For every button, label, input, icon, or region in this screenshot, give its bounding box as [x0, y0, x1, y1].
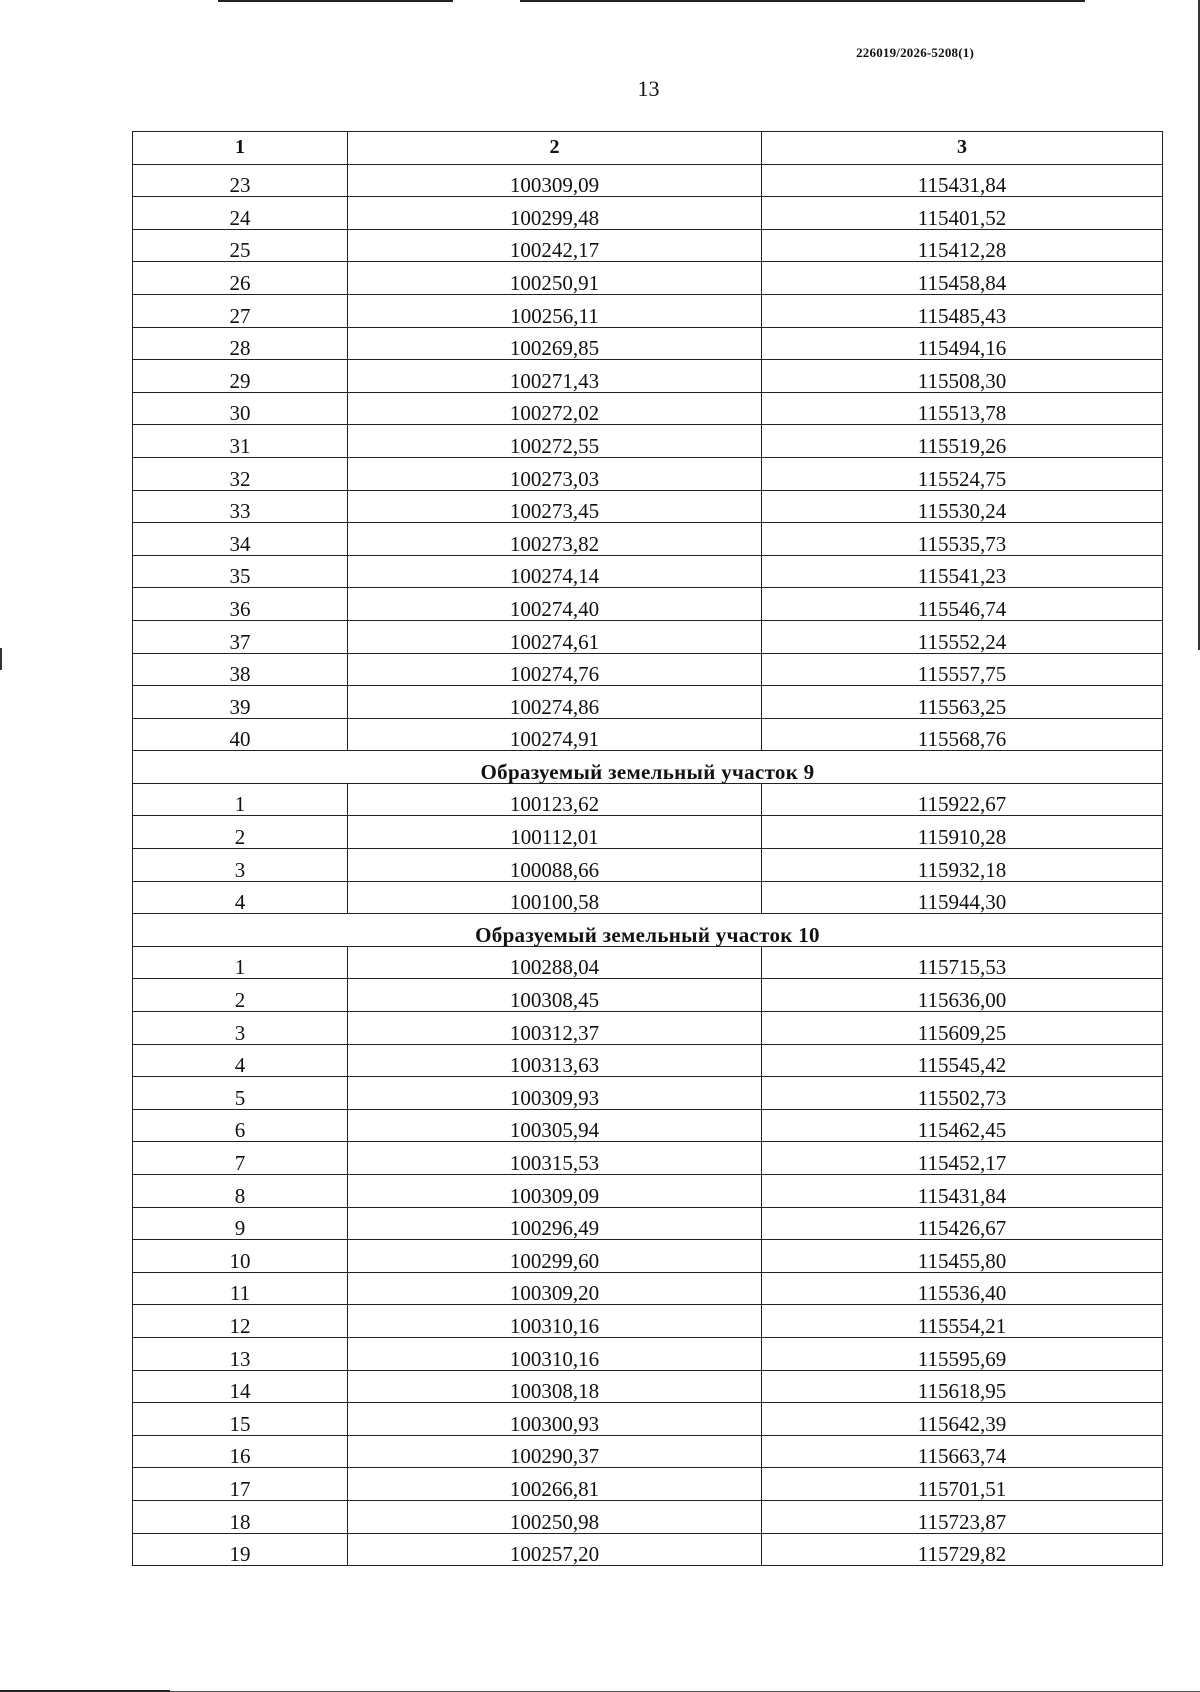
coordinate-y-cell: 115910,28	[762, 816, 1163, 849]
section-header-row	[133, 751, 1163, 784]
coordinate-y-cell: 115563,25	[762, 686, 1163, 719]
table-body	[133, 164, 1163, 1566]
point-number-cell: 4	[133, 1044, 348, 1077]
coordinate-y-cell: 115642,39	[762, 1403, 1163, 1436]
point-number-cell: 1	[133, 783, 348, 816]
coordinate-y-cell: 115701,51	[762, 1468, 1163, 1501]
coordinate-y-cell: 115546,74	[762, 588, 1163, 621]
coordinate-y-cell: 115663,74	[762, 1435, 1163, 1468]
coordinate-y-cell: 115554,21	[762, 1305, 1163, 1338]
coordinate-x-cell: 100274,61	[348, 620, 762, 653]
table-row	[133, 946, 1163, 979]
coordinate-x-cell: 100273,03	[348, 457, 762, 490]
coordinate-x-cell: 100308,45	[348, 979, 762, 1012]
coordinate-x-cell: 100312,37	[348, 1012, 762, 1045]
coordinate-x-cell: 100305,94	[348, 1109, 762, 1142]
coordinate-x-cell: 100088,66	[348, 849, 762, 882]
table-row	[133, 1012, 1163, 1045]
coordinate-y-cell: 115508,30	[762, 360, 1163, 393]
coordinate-y-cell: 115552,24	[762, 620, 1163, 653]
coordinate-x-cell: 100309,09	[348, 164, 762, 197]
point-number-cell: 2	[133, 816, 348, 849]
point-number-cell: 9	[133, 1207, 348, 1240]
table-row	[133, 816, 1163, 849]
point-number-cell: 33	[133, 490, 348, 523]
point-number-cell: 5	[133, 1077, 348, 1110]
table-row	[133, 457, 1163, 490]
point-number-cell: 2	[133, 979, 348, 1012]
coordinate-x-cell: 100257,20	[348, 1533, 762, 1566]
coordinate-y-cell: 115636,00	[762, 979, 1163, 1012]
table-row	[133, 360, 1163, 393]
section-title: Образуемый земельный участок 9	[133, 751, 1163, 784]
coordinate-x-cell: 100309,09	[348, 1175, 762, 1208]
coordinate-x-cell: 100112,01	[348, 816, 762, 849]
coordinate-x-cell: 100274,86	[348, 686, 762, 719]
column-header-2: 2	[348, 132, 762, 165]
coordinate-y-cell: 115557,75	[762, 653, 1163, 686]
coordinate-x-cell: 100256,11	[348, 294, 762, 327]
coordinate-y-cell: 115530,24	[762, 490, 1163, 523]
coordinate-y-cell: 115513,78	[762, 392, 1163, 425]
coordinate-x-cell: 100250,91	[348, 262, 762, 295]
table-row	[133, 425, 1163, 458]
table-row	[133, 1044, 1163, 1077]
coordinate-x-cell: 100273,82	[348, 523, 762, 556]
point-number-cell: 31	[133, 425, 348, 458]
table-row	[133, 523, 1163, 556]
coordinate-y-cell: 115922,67	[762, 783, 1163, 816]
coordinate-y-cell: 115609,25	[762, 1012, 1163, 1045]
coordinate-x-cell: 100290,37	[348, 1435, 762, 1468]
table-row	[133, 1337, 1163, 1370]
coordinate-y-cell: 115595,69	[762, 1337, 1163, 1370]
coordinate-x-cell: 100308,18	[348, 1370, 762, 1403]
table-row	[133, 1240, 1163, 1273]
table-row	[133, 262, 1163, 295]
table-row	[133, 1077, 1163, 1110]
table-row	[133, 490, 1163, 523]
coordinate-y-cell: 115541,23	[762, 555, 1163, 588]
coordinate-x-cell: 100310,16	[348, 1337, 762, 1370]
coordinate-y-cell: 115426,67	[762, 1207, 1163, 1240]
table-row	[133, 1305, 1163, 1338]
coordinate-y-cell: 115452,17	[762, 1142, 1163, 1175]
coordinate-x-cell: 100288,04	[348, 946, 762, 979]
table-row	[133, 1403, 1163, 1436]
point-number-cell: 28	[133, 327, 348, 360]
coordinate-y-cell: 115455,80	[762, 1240, 1163, 1273]
point-number-cell: 30	[133, 392, 348, 425]
point-number-cell: 35	[133, 555, 348, 588]
point-number-cell: 1	[133, 946, 348, 979]
table-header-row	[133, 132, 1163, 165]
table-row	[133, 686, 1163, 719]
point-number-cell: 17	[133, 1468, 348, 1501]
point-number-cell: 38	[133, 653, 348, 686]
coordinate-x-cell: 100266,81	[348, 1468, 762, 1501]
point-number-cell: 14	[133, 1370, 348, 1403]
coordinate-y-cell: 115723,87	[762, 1500, 1163, 1533]
coordinate-x-cell: 100242,17	[348, 229, 762, 262]
point-number-cell: 10	[133, 1240, 348, 1273]
point-number-cell: 16	[133, 1435, 348, 1468]
table-row	[133, 849, 1163, 882]
scan-edge-left	[0, 648, 2, 670]
coordinate-y-cell: 115715,53	[762, 946, 1163, 979]
coordinate-x-cell: 100274,40	[348, 588, 762, 621]
coordinate-y-cell: 115485,43	[762, 294, 1163, 327]
coordinate-x-cell: 100309,20	[348, 1272, 762, 1305]
coordinate-x-cell: 100274,76	[348, 653, 762, 686]
coordinate-y-cell: 115545,42	[762, 1044, 1163, 1077]
point-number-cell: 23	[133, 164, 348, 197]
coordinate-x-cell: 100309,93	[348, 1077, 762, 1110]
coordinate-y-cell: 115932,18	[762, 849, 1163, 882]
table-row	[133, 979, 1163, 1012]
coordinate-y-cell: 115944,30	[762, 881, 1163, 914]
coordinate-x-cell: 100299,48	[348, 197, 762, 230]
coordinate-y-cell: 115431,84	[762, 1175, 1163, 1208]
coordinate-y-cell: 115524,75	[762, 457, 1163, 490]
section-title: Образуемый земельный участок 10	[133, 914, 1163, 947]
coordinate-x-cell: 100123,62	[348, 783, 762, 816]
coordinate-x-cell: 100274,91	[348, 718, 762, 751]
point-number-cell: 4	[133, 881, 348, 914]
point-number-cell: 39	[133, 686, 348, 719]
table-row	[133, 620, 1163, 653]
coordinate-y-cell: 115568,76	[762, 718, 1163, 751]
table-row	[133, 1435, 1163, 1468]
coordinate-y-cell: 115618,95	[762, 1370, 1163, 1403]
table-row	[133, 718, 1163, 751]
coordinate-x-cell: 100299,60	[348, 1240, 762, 1273]
table-row	[133, 653, 1163, 686]
coordinate-y-cell: 115729,82	[762, 1533, 1163, 1566]
table-row	[133, 392, 1163, 425]
coordinate-y-cell: 115458,84	[762, 262, 1163, 295]
table-row	[133, 1272, 1163, 1305]
coordinate-y-cell: 115502,73	[762, 1077, 1163, 1110]
table-row	[133, 588, 1163, 621]
point-number-cell: 37	[133, 620, 348, 653]
table-row	[133, 1468, 1163, 1501]
coordinate-x-cell: 100271,43	[348, 360, 762, 393]
point-number-cell: 26	[133, 262, 348, 295]
point-number-cell: 6	[133, 1109, 348, 1142]
coordinate-x-cell: 100300,93	[348, 1403, 762, 1436]
table-row	[133, 555, 1163, 588]
coordinate-y-cell: 115494,16	[762, 327, 1163, 360]
coordinate-x-cell: 100274,14	[348, 555, 762, 588]
table-row	[133, 1175, 1163, 1208]
point-number-cell: 34	[133, 523, 348, 556]
table-row	[133, 294, 1163, 327]
point-number-cell: 29	[133, 360, 348, 393]
coordinate-y-cell: 115462,45	[762, 1109, 1163, 1142]
point-number-cell: 27	[133, 294, 348, 327]
coordinate-y-cell: 115519,26	[762, 425, 1163, 458]
table-row	[133, 197, 1163, 230]
coordinate-x-cell: 100273,45	[348, 490, 762, 523]
column-header-1: 1	[133, 132, 348, 165]
coordinate-y-cell: 115401,52	[762, 197, 1163, 230]
table-row	[133, 327, 1163, 360]
coordinate-x-cell: 100100,58	[348, 881, 762, 914]
table-row	[133, 1142, 1163, 1175]
point-number-cell: 15	[133, 1403, 348, 1436]
coordinate-x-cell: 100296,49	[348, 1207, 762, 1240]
point-number-cell: 11	[133, 1272, 348, 1305]
table-row	[133, 1207, 1163, 1240]
table-row	[133, 1109, 1163, 1142]
table-row	[133, 1533, 1163, 1566]
coordinate-y-cell: 115431,84	[762, 164, 1163, 197]
coordinate-y-cell: 115535,73	[762, 523, 1163, 556]
table-row	[133, 1500, 1163, 1533]
point-number-cell: 12	[133, 1305, 348, 1338]
point-number-cell: 32	[133, 457, 348, 490]
point-number-cell: 3	[133, 1012, 348, 1045]
coordinate-y-cell: 115536,40	[762, 1272, 1163, 1305]
coordinate-x-cell: 100310,16	[348, 1305, 762, 1338]
scan-edge-top-left	[218, 0, 453, 2]
page-number: 13	[637, 76, 660, 101]
point-number-cell: 13	[133, 1337, 348, 1370]
coordinate-x-cell: 100315,53	[348, 1142, 762, 1175]
point-number-cell: 8	[133, 1175, 348, 1208]
point-number-cell: 19	[133, 1533, 348, 1566]
coordinate-x-cell: 100313,63	[348, 1044, 762, 1077]
coordinate-x-cell: 100269,85	[348, 327, 762, 360]
coordinate-y-cell: 115412,28	[762, 229, 1163, 262]
point-number-cell: 3	[133, 849, 348, 882]
document-number: 226019/2026-5208(1)	[856, 45, 974, 60]
point-number-cell: 25	[133, 229, 348, 262]
table-row	[133, 229, 1163, 262]
column-header-3: 3	[762, 132, 1163, 165]
table-row	[133, 1370, 1163, 1403]
point-number-cell: 24	[133, 197, 348, 230]
table-row	[133, 881, 1163, 914]
table-row	[133, 164, 1163, 197]
table-row	[133, 783, 1163, 816]
point-number-cell: 7	[133, 1142, 348, 1175]
coordinate-x-cell: 100250,98	[348, 1500, 762, 1533]
point-number-cell: 36	[133, 588, 348, 621]
section-header-row	[133, 914, 1163, 947]
coordinate-x-cell: 100272,55	[348, 425, 762, 458]
point-number-cell: 40	[133, 718, 348, 751]
scan-edge-top-right	[520, 0, 1085, 2]
coordinate-x-cell: 100272,02	[348, 392, 762, 425]
coordinates-table	[132, 131, 1163, 1566]
point-number-cell: 18	[133, 1500, 348, 1533]
